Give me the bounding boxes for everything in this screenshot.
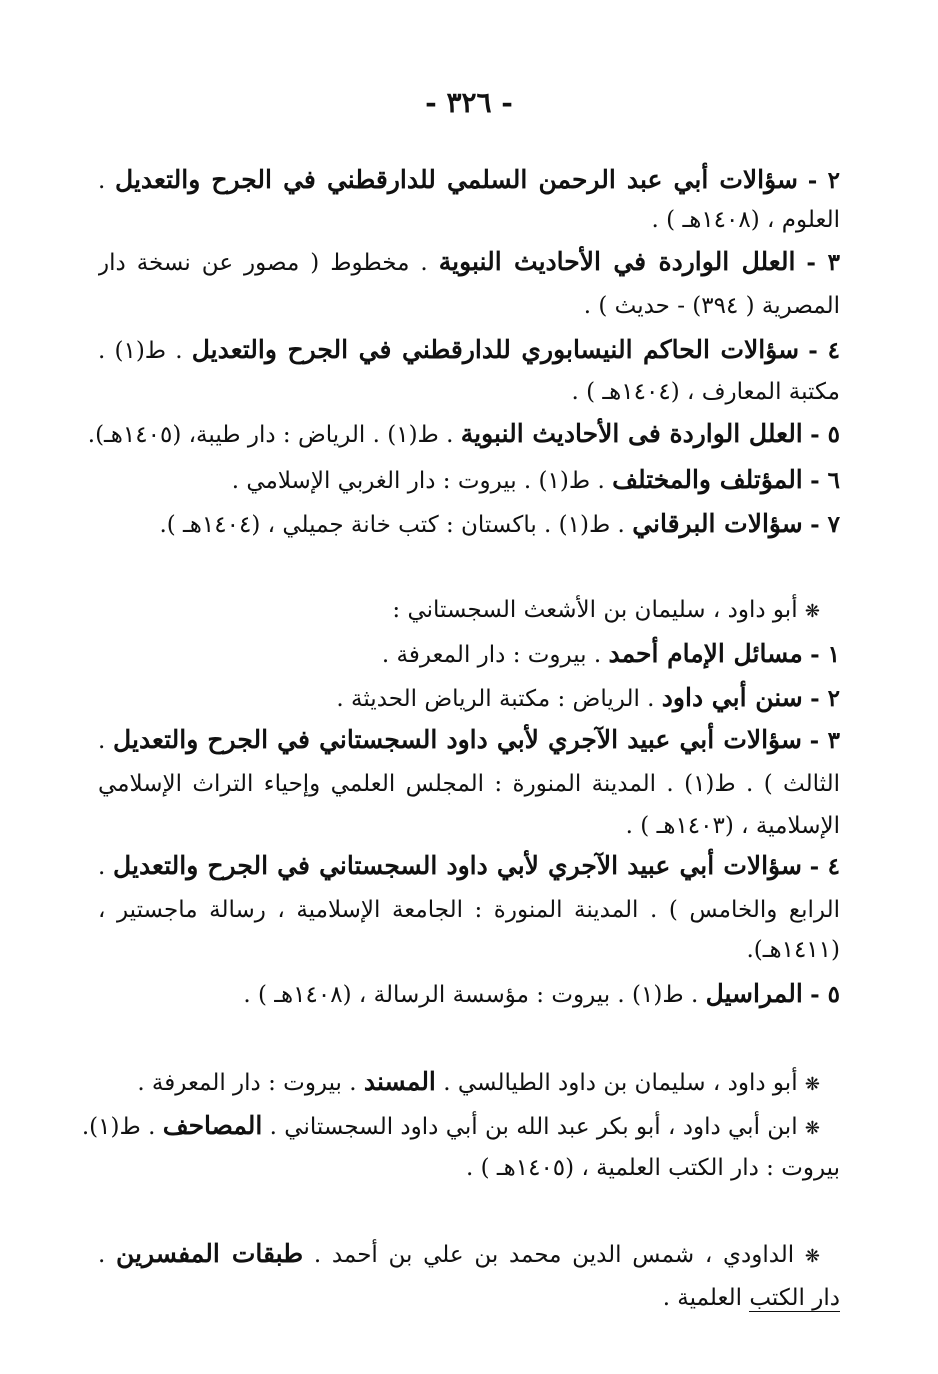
entry-s2-2: ٢ - سنن أبي داود . الرياض : مكتبة الرياض الحديثة . (336, 683, 840, 712)
entry-s1-5: ٥ - العلل الواردة فى الأحاديث النبوية . ط(١) . الرياض : دار طيبة، (١٤٠٥هـ). (87, 419, 840, 448)
star-icon: ❋ (804, 1074, 820, 1095)
entry-s2-3-cont2: الإسلامية ، (١٤٠٣هـ ) . (625, 813, 840, 839)
entry-s1-2: ٢ - سؤالات أبي عبد الرحمن السلمي للدارقطني في الجرح والتعديل . (98, 165, 840, 194)
page-number: - ٣٢٦ - (425, 86, 513, 119)
entry-ibn-abi-dawud: ❋ ابن أبي داود ، أبو بكر عبد الله بن أبي داود السجستاني . المصاحف . ط(١). (81, 1111, 820, 1140)
entry-s2-5: ٥ - المراسيل . ط(١) . بيروت : مؤسسة الرسالة ، (١٤٠٨هـ ) . (243, 979, 840, 1008)
entry-ibn-abi-dawud-cont: بيروت : دار الكتب العلمية ، (١٤٠٥هـ ) . (465, 1155, 840, 1181)
entry-s2-3-cont: الثالث ) . ط(١) . المدينة المنورة : المجلس العلمي وإحياء التراث الإسلامي (98, 771, 840, 797)
entry-s1-2-cont: العلوم ، (١٤٠٨هـ ) . (651, 207, 840, 233)
entry-dawudi: ❋ الداودي ، شمس الدين محمد بن علي بن أحمد . طبقات المفسرين . (98, 1239, 820, 1268)
entry-title: المراسيل (705, 979, 803, 1008)
entry-title: المصاحف (162, 1111, 263, 1140)
author-abu-dawud: ❋ أبو داود ، سليمان بن الأشعث السجستاني : (392, 597, 820, 623)
underlined-text: دار الكتب (749, 1285, 840, 1311)
entry-s1-3-cont: المصرية ( ٣٩٤) - حديث ) . (583, 293, 840, 319)
entry-title: طبقات المفسرين (116, 1239, 304, 1268)
entry-s1-3: ٣ - العلل الواردة في الأحاديث النبوية . مخطوط ( مصور عن نسخة دار (98, 247, 840, 276)
entry-title: العلل الواردة في الأحاديث النبوية (438, 247, 796, 276)
entry-title: سؤالات البرقاني (632, 509, 803, 538)
entry-title: العلل الواردة فى الأحاديث النبوية (460, 419, 803, 448)
entry-title: سنن أبي داود (661, 683, 803, 712)
entry-s2-4-cont: الرابع والخامس ) . المدينة المنورة : الجامعة الإسلامية ، رسالة ماجستير ، (98, 897, 840, 923)
entry-dawudi-cont: دار الكتب العلمية . (662, 1285, 840, 1311)
entry-title: سؤالات أبي عبد الرحمن السلمي للدارقطني في الجرح والتعديل (115, 165, 798, 194)
entry-title: سؤالات أبي عبيد الآجري لأبي داود السجستاني في الجرح والتعديل (113, 725, 802, 754)
entry-s1-4: ٤ - سؤالات الحاكم النيسابوري للدارقطني في الجرح والتعديل . ط(١) . (98, 335, 840, 364)
entry-title: المسند (363, 1067, 436, 1096)
entry-s2-4: ٤ - سؤالات أبي عبيد الآجري لأبي داود السجستاني في الجرح والتعديل . (98, 851, 840, 880)
entry-s2-1: ١ - مسائل الإمام أحمد . بيروت : دار المعرفة . (381, 639, 840, 668)
entry-title: سؤالات الحاكم النيسابوري للدارقطني في الجرح والتعديل (191, 335, 800, 364)
entry-title: مسائل الإمام أحمد (608, 639, 803, 668)
entry-s1-6: ٦ - المؤتلف والمختلف . ط(١) . بيروت : دار الغربي الإسلامي . (231, 465, 840, 494)
star-icon: ❋ (804, 1118, 820, 1139)
entry-s1-7: ٧ - سؤالات البرقاني . ط(١) . باكستان : كتب خانة جميلي ، (١٤٠٤هـ ). (159, 509, 840, 538)
entry-s1-4-cont: مكتبة المعارف ، (١٤٠٤هـ ) . (571, 379, 840, 405)
star-icon: ❋ (804, 1246, 820, 1267)
entry-title: سؤالات أبي عبيد الآجري لأبي داود السجستاني في الجرح والتعديل (113, 851, 802, 880)
entry-s2-3: ٣ - سؤالات أبي عبيد الآجري لأبي داود السجستاني في الجرح والتعديل . (98, 725, 840, 754)
entry-s2-4-cont2: (١٤١١هـ). (746, 937, 840, 963)
entry-tayalisi: ❋ أبو داود ، سليمان بن داود الطيالسي . المسند . بيروت : دار المعرفة . (137, 1067, 820, 1096)
entry-title: المؤتلف والمختلف (612, 465, 803, 494)
star-icon: ❋ (804, 601, 820, 622)
